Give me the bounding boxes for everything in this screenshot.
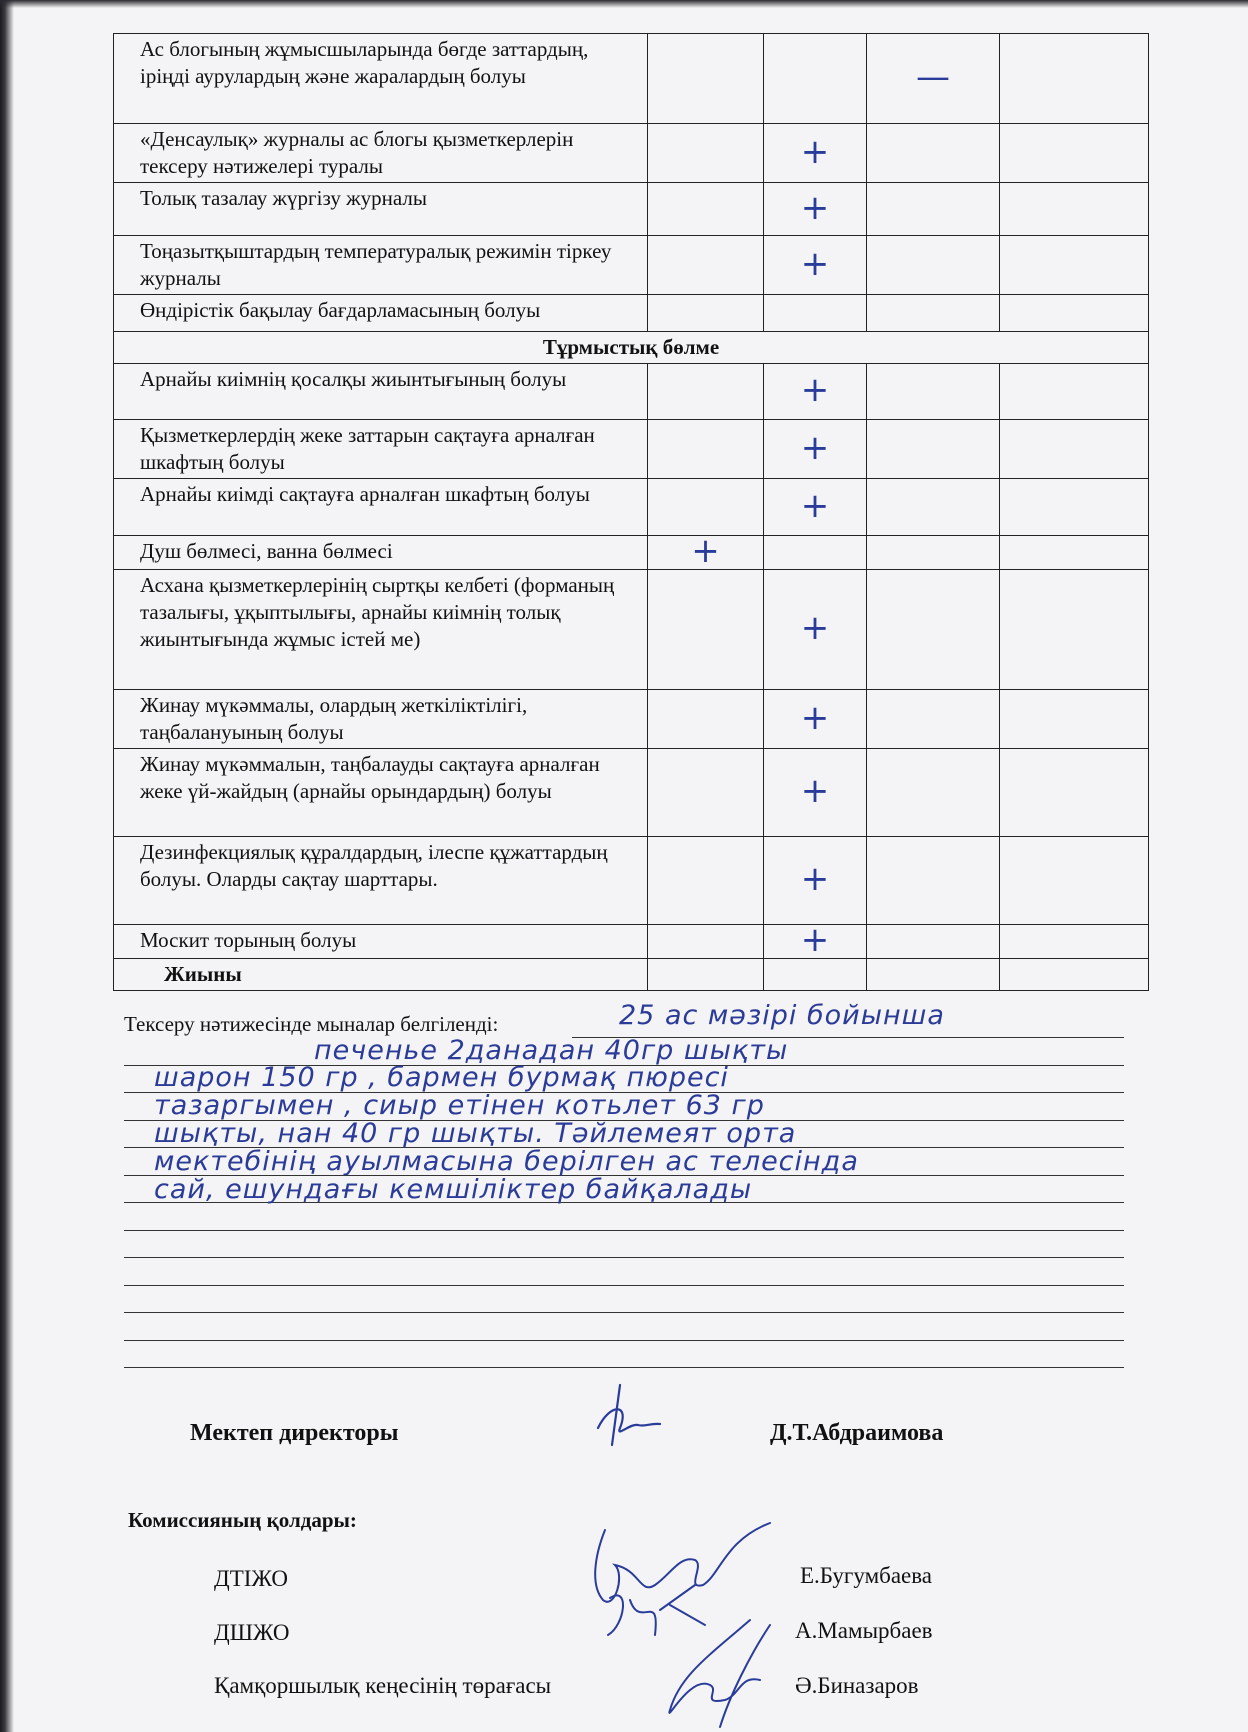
member-name-1: Е.Бугумбаева <box>800 1563 933 1588</box>
criterion-text: Дезинфекциялық құралдардың, ілеспе құжаттардың болуы. Оларды сақтау шарттары. <box>114 837 648 925</box>
mark-cell <box>764 479 867 536</box>
mark-cell <box>867 536 1000 570</box>
criterion-text: Душ бөлмесі, ванна бөлмесі <box>114 536 648 570</box>
member-name-3: Ә.Биназаров <box>795 1673 919 1698</box>
mark-cell <box>1000 536 1149 570</box>
mark-cell <box>867 295 1000 332</box>
mark-cell <box>648 749 764 837</box>
mark-cell <box>867 570 1000 690</box>
member-signature-3 <box>650 1615 780 1730</box>
member-name-2: А.Мамырбаев <box>795 1618 933 1643</box>
mark-cell <box>867 925 1000 959</box>
member-role-1: ДТІЖО <box>214 1566 289 1591</box>
checklist-row <box>114 183 1149 236</box>
ruled-line <box>124 1340 1124 1341</box>
handwritten-line: шықты, нан 40 гр шықты. Тәйлемеят орта <box>154 1118 797 1149</box>
scan-top-shadow <box>0 0 1248 8</box>
handwritten-mark: + <box>800 771 830 811</box>
handwritten-mark: + <box>800 131 830 172</box>
mark-cell <box>648 570 764 690</box>
commission-label: Комиссияның қолдары: <box>128 1508 357 1532</box>
mark-cell <box>1000 837 1149 925</box>
mark-cell <box>867 364 1000 420</box>
handwritten-mark: + <box>691 531 720 571</box>
mark-cell <box>764 34 867 124</box>
ruled-line <box>124 1230 1124 1231</box>
handwritten-mark: + <box>800 187 830 228</box>
mark-cell <box>867 124 1000 183</box>
checklist-row <box>114 34 1149 124</box>
mark-cell <box>1000 364 1149 420</box>
mark-cell <box>648 837 764 925</box>
scan-edge-shadow <box>0 0 14 1732</box>
mark-cell <box>1000 183 1149 236</box>
mark-cell <box>764 536 867 570</box>
handwritten-mark: + <box>800 920 830 960</box>
handwritten-line: шарон 150 гр , бармен бурмақ пюресі <box>154 1062 729 1093</box>
criterion-text: Арнайы киімнің қосалқы жиынтығының болуы <box>114 364 648 420</box>
mark-cell <box>648 34 764 124</box>
ruled-line <box>124 1285 1124 1286</box>
checklist-table <box>113 33 1149 991</box>
mark-cell <box>867 34 1000 124</box>
mark-cell <box>867 959 1000 991</box>
handwritten-mark: + <box>800 859 830 899</box>
findings-label: Тексеру нәтижесінде мыналар белгіленді: <box>124 1012 499 1036</box>
total-row <box>114 959 1149 991</box>
mark-cell <box>867 236 1000 295</box>
ruled-line <box>124 1312 1124 1313</box>
mark-cell <box>764 295 867 332</box>
mark-cell <box>1000 34 1149 124</box>
criterion-text: Жинау мүкәммалын, таңбалауды сақтауға арналған жеке үй-жайдың (арнайы орындардың) болуы <box>114 749 648 837</box>
handwritten-line: тазаргымен , сиыр етінен котьлет 63 гр <box>154 1090 765 1121</box>
mark-cell <box>648 420 764 479</box>
section-title: Тұрмыстық бөлме <box>114 332 1149 364</box>
mark-cell <box>1000 959 1149 991</box>
criterion-text: Тоңазытқыштардың температуралық режимін тіркеу журналы <box>114 236 648 295</box>
handwritten-line: печенье 2данадан 40гр шықты <box>314 1035 789 1066</box>
ruled-line <box>124 1367 1124 1368</box>
director-label: Мектеп директоры <box>190 1420 399 1446</box>
checklist-row <box>114 536 1149 570</box>
criterion-text: Өндірістік бақылау бағдарламасының болуы <box>114 295 648 332</box>
checklist-row <box>114 749 1149 837</box>
total-label: Жиыны <box>114 959 648 991</box>
mark-cell <box>764 749 867 837</box>
mark-cell <box>867 837 1000 925</box>
mark-cell <box>648 183 764 236</box>
mark-cell <box>648 531 764 571</box>
mark-cell <box>1000 420 1149 479</box>
mark-cell <box>764 837 867 925</box>
checklist-row <box>114 570 1149 690</box>
handwritten-line: мектебінің ауылмасына берілген ас телесінда <box>154 1146 859 1177</box>
mark-cell <box>1000 690 1149 749</box>
criterion-text: Асхана қызметкерлерінің сыртқы келбеті (форманың тазалығы, ұқыптылығы, арнайы киімнің толық жиынтығында жұмыс істей ме) <box>114 570 648 690</box>
mark-cell <box>1000 570 1149 690</box>
handwritten-line: 25 ас мәзірі бойынша <box>619 1000 945 1031</box>
criterion-text: Жинау мүкәммалы, олардың жеткіліктілігі, таңбалануының болуы <box>114 690 648 749</box>
checklist-row <box>114 479 1149 536</box>
criterion-text: «Денсаулық» журналы ас блогы қызметкерлерін тексеру нәтижелері туралы <box>114 124 648 183</box>
handwritten-mark: + <box>800 370 830 410</box>
mark-cell <box>764 183 867 236</box>
handwritten-mark: — <box>916 57 950 97</box>
mark-cell <box>764 420 867 479</box>
ruled-line <box>124 1257 1124 1258</box>
checklist-row <box>114 925 1149 959</box>
handwritten-mark: + <box>800 608 830 648</box>
mark-cell <box>764 959 867 991</box>
mark-cell <box>1000 749 1149 837</box>
mark-cell <box>648 690 764 749</box>
criterion-text: Толық тазалау жүргізу журналы <box>114 183 648 236</box>
checklist-row <box>114 837 1149 925</box>
checklist-row <box>114 420 1149 479</box>
criterion-text: Ас блогының жұмысшыларында бөгде заттардың, іріңді аурулардың және жаралардың болуы <box>114 34 648 124</box>
member-role-3: Қамқоршылық кеңесінің төрағасы <box>214 1673 552 1698</box>
checklist-row <box>114 364 1149 420</box>
mark-cell <box>867 183 1000 236</box>
mark-cell <box>1000 925 1149 959</box>
mark-cell <box>648 925 764 959</box>
handwritten-mark: + <box>800 243 830 284</box>
mark-cell <box>867 479 1000 536</box>
mark-cell <box>648 295 764 332</box>
mark-cell <box>764 364 867 420</box>
mark-cell <box>648 479 764 536</box>
handwritten-mark: + <box>800 427 830 468</box>
handwritten-mark: + <box>800 697 830 738</box>
director-name: Д.Т.Абдраимова <box>770 1420 944 1446</box>
criterion-text: Қызметкерлердің жеке заттарын сақтауға арналған шкафтың болуы <box>114 420 648 479</box>
mark-cell <box>867 420 1000 479</box>
mark-cell <box>764 570 867 690</box>
mark-cell <box>648 959 764 991</box>
mark-cell <box>1000 295 1149 332</box>
handwritten-mark: + <box>800 485 830 526</box>
mark-cell <box>648 364 764 420</box>
checklist-row <box>114 124 1149 183</box>
member-role-2: ДШЖО <box>214 1620 290 1645</box>
criterion-text: Москит торының болуы <box>114 925 648 959</box>
criterion-text: Арнайы киімді сақтауға арналған шкафтың болуы <box>114 479 648 536</box>
mark-cell <box>648 124 764 183</box>
checklist-row <box>114 295 1149 332</box>
section-row <box>114 332 1149 364</box>
mark-cell <box>648 236 764 295</box>
mark-cell <box>764 690 867 749</box>
checklist-row <box>114 690 1149 749</box>
handwritten-line: сай, ешундағы кемшіліктер байқалады <box>154 1174 753 1205</box>
mark-cell <box>1000 124 1149 183</box>
mark-cell <box>764 236 867 295</box>
checklist-row <box>114 236 1149 295</box>
director-signature <box>590 1383 680 1448</box>
mark-cell <box>764 920 867 960</box>
mark-cell <box>1000 236 1149 295</box>
mark-cell <box>1000 479 1149 536</box>
mark-cell <box>764 124 867 183</box>
mark-cell <box>867 749 1000 837</box>
mark-cell <box>867 690 1000 749</box>
